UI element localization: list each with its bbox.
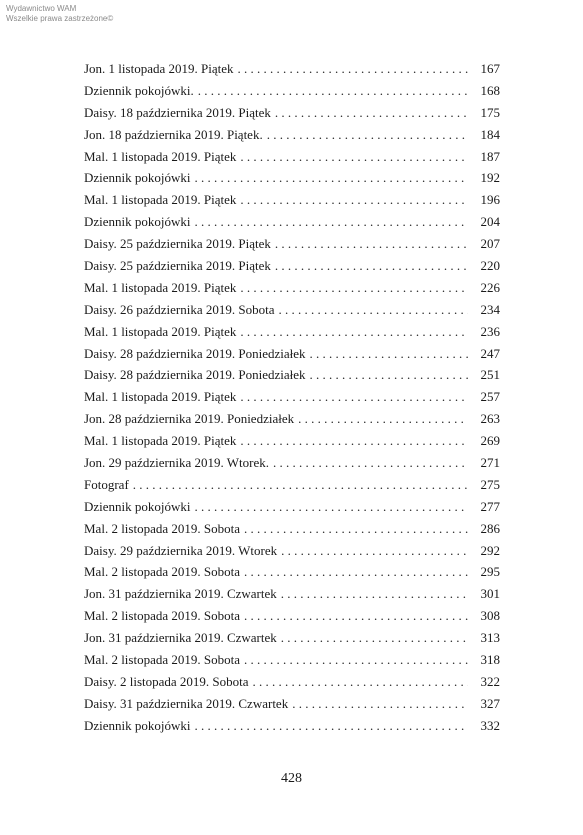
toc-dot-leader <box>195 167 468 189</box>
toc-entry <box>84 255 500 277</box>
toc-entry-page: 236 <box>480 323 500 339</box>
toc-entry-title: Mal. 1 listopada 2019. Piątek <box>84 323 237 339</box>
toc-entry <box>84 58 500 80</box>
toc-entry-page: 292 <box>480 542 500 558</box>
toc-entry-page: 286 <box>480 520 500 536</box>
toc-dot-leader <box>275 255 468 277</box>
toc-entry-title: Daisy. 25 października 2019. Piątek <box>84 236 271 252</box>
toc-dot-leader <box>198 80 468 102</box>
toc-entry-page: 275 <box>480 476 500 492</box>
toc-entry <box>84 452 500 474</box>
toc-dot-leader <box>244 605 468 627</box>
toc-entry-title: Fotograf <box>84 476 129 492</box>
toc-entry-page: 168 <box>480 82 500 98</box>
toc-entry-title: Mal. 2 listopada 2019. Sobota <box>84 564 240 580</box>
toc-dot-leader <box>240 321 468 343</box>
toc-entry-title: Daisy. 31 października 2019. Czwartek <box>84 695 289 711</box>
toc-entry <box>84 540 500 562</box>
toc-entry-title: Daisy. 2 listopada 2019. Sobota <box>84 673 249 689</box>
toc-entry-title: Jon. 18 października 2019. Piątek. <box>84 126 263 142</box>
toc-entry-title: Daisy. 28 października 2019. Poniedziałek <box>84 367 306 383</box>
toc-dot-leader <box>195 211 468 233</box>
toc-entry <box>84 693 500 715</box>
toc-dot-leader <box>310 364 468 386</box>
toc-dot-leader <box>267 124 468 146</box>
toc-entry-page: 257 <box>480 389 500 405</box>
toc-dot-leader <box>195 496 468 518</box>
toc-entry-page: 327 <box>480 695 500 711</box>
toc-entry-title: Mal. 2 listopada 2019. Sobota <box>84 652 240 668</box>
toc-entry-title: Daisy. 25 października 2019. Piątek <box>84 258 271 274</box>
watermark-line-rights: Wszelkie prawa zastrzeżone© <box>6 14 114 23</box>
toc-entry <box>84 518 500 540</box>
toc-entry <box>84 605 500 627</box>
toc-entry-title: Mal. 2 listopada 2019. Sobota <box>84 608 240 624</box>
toc-entry-title: Mal. 1 listopada 2019. Piątek <box>84 389 237 405</box>
toc-entry-title: Mal. 1 listopada 2019. Piątek <box>84 148 237 164</box>
toc-entry-title: Mal. 2 listopada 2019. Sobota <box>84 520 240 536</box>
toc-entry-page: 308 <box>480 608 500 624</box>
toc-entry-title: Daisy. 28 października 2019. Poniedziałek <box>84 345 306 361</box>
toc-entry-page: 277 <box>480 498 500 514</box>
toc-entry <box>84 233 500 255</box>
toc-entry <box>84 167 500 189</box>
toc-entry-page: 301 <box>480 586 500 602</box>
toc-entry-page: 196 <box>480 192 500 208</box>
toc-dot-leader <box>273 452 468 474</box>
toc-entry-page: 322 <box>480 673 500 689</box>
toc-entry <box>84 321 500 343</box>
toc-dot-leader <box>244 649 468 671</box>
toc-dot-leader <box>244 518 468 540</box>
toc-entry <box>84 627 500 649</box>
toc-entry-page: 234 <box>480 301 500 317</box>
page-number: 428 <box>281 771 302 786</box>
toc-entry-page: 269 <box>480 433 500 449</box>
toc-entry <box>84 430 500 452</box>
toc-entry <box>84 277 500 299</box>
toc-dot-leader <box>240 189 468 211</box>
toc-dot-leader <box>240 146 468 168</box>
toc-entry <box>84 561 500 583</box>
toc-entry <box>84 211 500 233</box>
toc-entry-page: 271 <box>480 455 500 471</box>
toc-entry-title: Jon. 1 listopada 2019. Piątek <box>84 61 234 76</box>
toc-entry <box>84 189 500 211</box>
toc-entry-title: Daisy. 18 października 2019. Piątek <box>84 104 271 120</box>
toc-entry-title: Dziennik pokojówki <box>84 498 191 514</box>
toc-entry-page: 167 <box>480 61 500 76</box>
toc-dot-leader <box>310 343 468 365</box>
toc-entry-title: Mal. 1 listopada 2019. Piątek <box>84 279 237 295</box>
toc-entry-page: 247 <box>480 345 500 361</box>
toc-entry-page: 332 <box>480 717 500 733</box>
toc-entry <box>84 474 500 496</box>
toc-entry-title: Jon. 29 października 2019. Wtorek. <box>84 455 269 471</box>
toc-entry <box>84 386 500 408</box>
toc-entry-page: 207 <box>480 236 500 252</box>
toc-entry <box>84 649 500 671</box>
toc-entry-page: 263 <box>480 411 500 427</box>
toc-entry-page: 204 <box>480 214 500 230</box>
toc-entry <box>84 583 500 605</box>
toc-dot-leader <box>133 474 468 496</box>
toc-entry <box>84 80 500 102</box>
publisher-watermark <box>6 4 113 24</box>
toc-entry-title: Mal. 1 listopada 2019. Piątek <box>84 192 237 208</box>
toc-entry <box>84 299 500 321</box>
toc-entry-title: Jon. 31 października 2019. Czwartek <box>84 630 277 646</box>
toc-entry-page: 192 <box>480 170 500 186</box>
toc-dot-leader <box>292 693 468 715</box>
toc-entry-page: 313 <box>480 630 500 646</box>
toc-dot-leader <box>253 671 468 693</box>
toc-entry <box>84 496 500 518</box>
watermark-line-publisher: Wydawnictwo WAM <box>6 4 77 13</box>
toc-dot-leader <box>240 277 468 299</box>
table-of-contents <box>84 58 500 737</box>
toc-entry <box>84 146 500 168</box>
toc-entry-page: 295 <box>480 564 500 580</box>
toc-entry-page: 187 <box>480 148 500 164</box>
toc-entry-title: Jon. 31 października 2019. Czwartek <box>84 586 277 602</box>
toc-entry <box>84 364 500 386</box>
toc-entry-page: 184 <box>480 126 500 142</box>
toc-dot-leader <box>281 540 468 562</box>
toc-dot-leader <box>195 715 468 737</box>
toc-dot-leader <box>238 58 469 80</box>
toc-dot-leader <box>240 430 468 452</box>
toc-dot-leader <box>244 561 468 583</box>
toc-entry <box>84 124 500 146</box>
toc-entry-page: 226 <box>480 279 500 295</box>
toc-entry-title: Mal. 1 listopada 2019. Piątek <box>84 433 237 449</box>
toc-dot-leader <box>281 627 468 649</box>
toc-dot-leader <box>240 386 468 408</box>
toc-entry-title: Dziennik pokojówki <box>84 717 191 733</box>
toc-entry-page: 220 <box>480 258 500 274</box>
toc-entry-page: 175 <box>480 104 500 120</box>
toc-entry-title: Daisy. 26 października 2019. Sobota <box>84 301 275 317</box>
toc-dot-leader <box>279 299 469 321</box>
toc-entry-page: 318 <box>480 652 500 668</box>
toc-entry-page: 251 <box>480 367 500 383</box>
toc-entry <box>84 715 500 737</box>
toc-entry-title: Dziennik pokojówki <box>84 170 191 186</box>
toc-dot-leader <box>298 408 468 430</box>
toc-dot-leader <box>275 102 468 124</box>
toc-entry-title: Dziennik pokojówki. <box>84 82 194 98</box>
toc-entry-title: Dziennik pokojówki <box>84 214 191 230</box>
toc-entry-title: Jon. 28 października 2019. Poniedziałek <box>84 411 295 427</box>
toc-dot-leader <box>275 233 468 255</box>
toc-entry <box>84 102 500 124</box>
toc-entry-title: Daisy. 29 października 2019. Wtorek <box>84 542 278 558</box>
toc-entry <box>84 671 500 693</box>
toc-dot-leader <box>281 583 468 605</box>
toc-entry <box>84 343 500 365</box>
toc-entry <box>84 408 500 430</box>
